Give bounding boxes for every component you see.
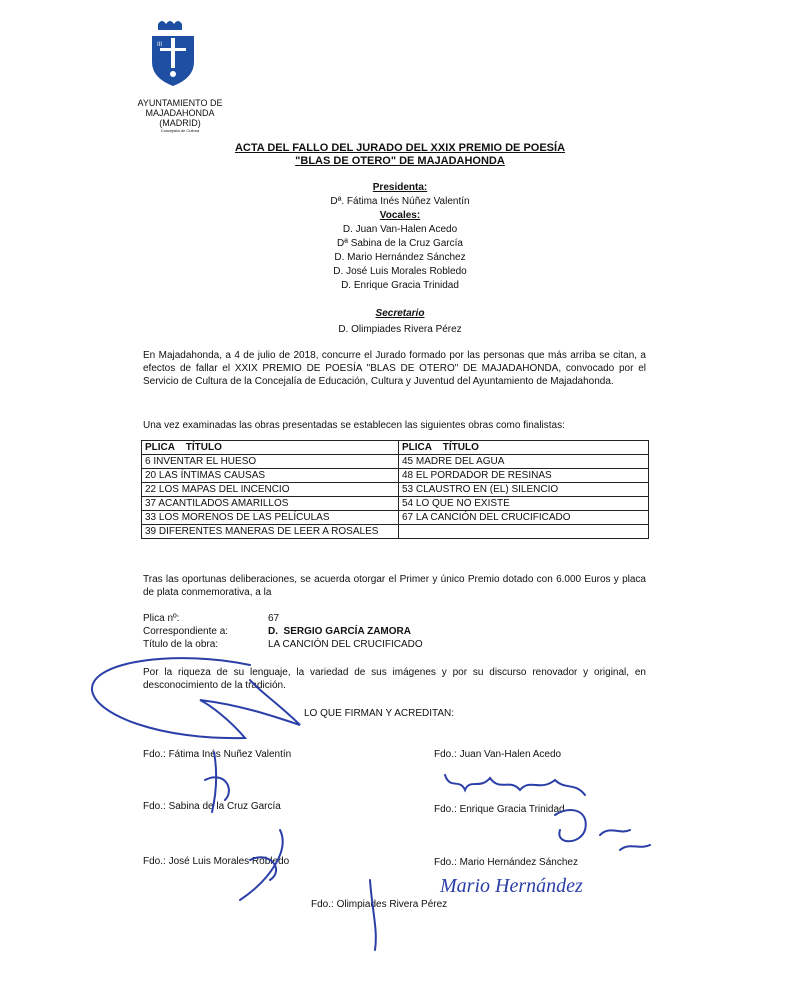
table-cell: 37 ACANTILADOS AMARILLOS bbox=[142, 497, 399, 511]
work-row bbox=[143, 638, 423, 651]
secretary-name: D. Olimpiades Rivera Pérez bbox=[338, 324, 462, 335]
table-row bbox=[142, 525, 649, 539]
signature-caption: Fdo.: Fátima Inés Nuñez Valentín bbox=[143, 749, 292, 760]
table-row bbox=[142, 511, 649, 525]
vocal-name: Dª Sabina de la Cruz García bbox=[337, 238, 463, 249]
secretary-heading: Secretario bbox=[375, 308, 425, 319]
signature-caption: Fdo.: José Luis Morales Robledo bbox=[143, 856, 290, 867]
vocales-heading: Vocales: bbox=[379, 210, 421, 221]
title-line-2: "BLAS DE OTERO" DE MAJADAHONDA bbox=[295, 155, 505, 167]
finalists-table bbox=[141, 440, 649, 539]
vocal-name: D. Juan Van-Halen Acedo bbox=[342, 224, 458, 235]
table-cell bbox=[399, 525, 649, 539]
svg-text:III: III bbox=[157, 42, 163, 48]
table-cell: 54 LO QUE NO EXISTE bbox=[399, 497, 649, 511]
table-row bbox=[142, 497, 649, 511]
work-label: Título de la obra: bbox=[143, 639, 219, 650]
winner-label: Correspondiente a: bbox=[143, 626, 229, 637]
municipal-logo bbox=[148, 18, 198, 90]
signature-scribble-3 bbox=[445, 775, 585, 795]
signature-caption: Fdo.: Enrique Gracia Trinidad bbox=[434, 804, 565, 815]
document-title bbox=[220, 142, 580, 168]
president-heading: Presidenta: bbox=[372, 182, 428, 193]
award-details bbox=[143, 612, 423, 651]
sign-statement: LO QUE FIRMAN Y ACREDITAN: bbox=[304, 708, 455, 719]
title-line-1: ACTA DEL FALLO DEL JURADO DEL XXIX PREMIO DE POESÍA bbox=[234, 142, 566, 154]
org-department: Concejalía de Cultura bbox=[160, 128, 200, 133]
signature-caption: Fdo.: Olimpiades Rivera Pérez bbox=[311, 899, 448, 910]
jury-list bbox=[230, 181, 570, 337]
table-row bbox=[142, 469, 649, 483]
winner-row bbox=[143, 625, 423, 638]
handwritten-name: Mario Hernández bbox=[440, 875, 583, 897]
table-cell: 22 LOS MAPAS DEL INCENCIO bbox=[142, 483, 399, 497]
finalists-intro: Una vez examinadas las obras presentadas se establecen las siguientes obras como finalistas: bbox=[143, 420, 565, 431]
table-cell: 45 MADRE DEL AGUA bbox=[399, 455, 649, 469]
table-cell: 33 LOS MORENOS DE LAS PELÍCULAS bbox=[142, 511, 399, 525]
winner-value: D. SERGIO GARCÍA ZAMORA bbox=[268, 626, 411, 637]
signature-caption: Fdo.: Juan Van-Halen Acedo bbox=[434, 749, 562, 760]
table-cell: 48 EL PORDADOR DE RESINAS bbox=[399, 469, 649, 483]
table-cell: 67 LA CANCIÓN DEL CRUCIFICADO bbox=[399, 511, 649, 525]
org-line-3: (MADRID) bbox=[159, 118, 201, 128]
table-row bbox=[142, 483, 649, 497]
signature-scribble-5 bbox=[240, 830, 376, 950]
org-line-1: AYUNTAMIENTO DE bbox=[137, 98, 223, 108]
signature-caption: Fdo.: Mario Hernández Sánchez bbox=[434, 857, 578, 868]
org-line-2: MAJADAHONDA bbox=[145, 108, 215, 118]
intro-paragraph: En Majadahonda, a 4 de julio de 2018, concurre el Jurado formado por las personas que más arriba se citan, a efectos de fallar el XXIX PREMIO DE POESÍA "BLAS DE OTERO" DE MAJADAHONDA, convocado por el Servicio de Cultura de la Concejalía de Educación, Cultura y Juventud del Ayuntamiento de Majadahonda. bbox=[143, 350, 646, 387]
president-name: Dª. Fátima Inés Núñez Valentín bbox=[330, 196, 470, 207]
award-paragraph: Tras las oportunas deliberaciones, se acuerda otorgar el Primer y único Premio dotado con 6.000 Euros y placa de plata conmemorativa, a la bbox=[143, 574, 646, 598]
signature-caption: Fdo.: Sabina de la Cruz García bbox=[143, 801, 281, 812]
vocal-name: D. José Luis Morales Robledo bbox=[333, 266, 467, 277]
table-cell: 39 DIFERENTES MANERAS DE LEER A ROSALES bbox=[142, 525, 399, 539]
reason-paragraph: Por la riqueza de su lenguaje, la variedad de sus imágenes y por su discurso renovador y original, en desconocimiento de la tradición. bbox=[143, 667, 646, 691]
work-value: LA CANCIÓN DEL CRUCIFICADO bbox=[268, 639, 423, 650]
table-header-left: PLICA TÍTULO bbox=[142, 441, 399, 455]
vocal-name: D. Mario Hernández Sánchez bbox=[334, 252, 466, 263]
table-header-row bbox=[142, 441, 649, 455]
table-cell: 20 LAS ÍNTIMAS CAUSAS bbox=[142, 469, 399, 483]
vocal-name: D. Enrique Gracia Trinidad bbox=[341, 280, 459, 291]
plica-row bbox=[143, 612, 423, 625]
table-row bbox=[142, 455, 649, 469]
table-header-right: PLICA TÍTULO bbox=[399, 441, 649, 455]
org-header bbox=[120, 98, 240, 134]
plica-label: Plica nº: bbox=[143, 613, 180, 624]
table-cell: 53 CLAUSTRO EN (EL) SILENCIO bbox=[399, 483, 649, 497]
plica-value: 67 bbox=[268, 613, 280, 624]
signature-scribble-4 bbox=[555, 810, 650, 850]
table-cell: 6 INVENTAR EL HUESO bbox=[142, 455, 399, 469]
